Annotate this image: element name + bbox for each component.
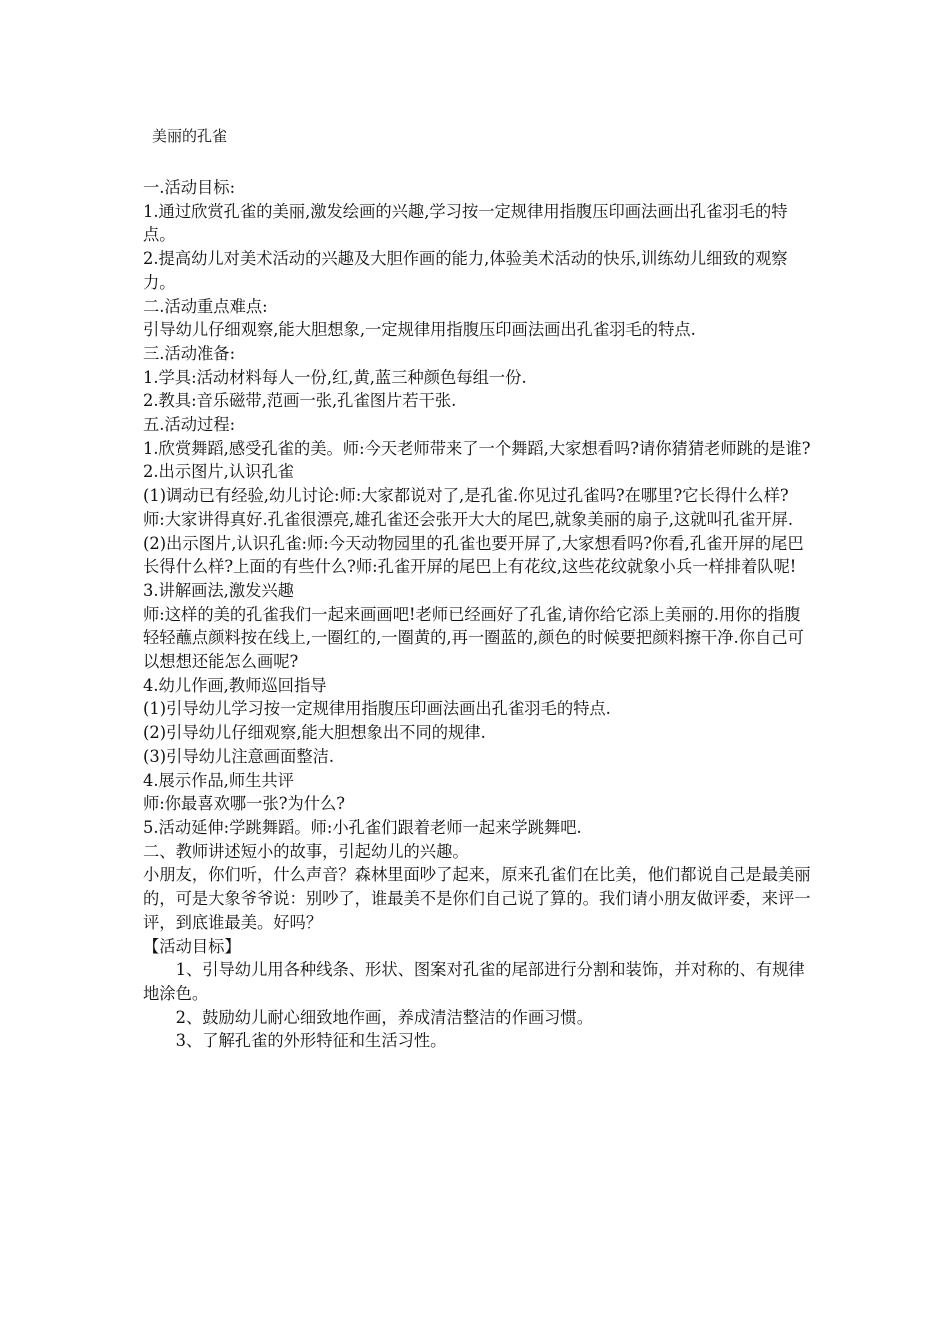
paragraph: 师:你最喜欢哪一张?为什么? xyxy=(143,794,346,814)
paragraph: 2.教具:音乐磁带,范画一张,孔雀图片若干张. xyxy=(143,391,457,411)
paragraph: 二、教师讲述短小的故事，引起幼儿的兴趣。 xyxy=(143,841,469,861)
paragraph: 3.讲解画法,激发兴趣 xyxy=(143,580,294,600)
paragraph: 一.活动目标: xyxy=(143,178,236,197)
paragraph: 引导幼儿仔细观察,能大胆想象,一定规律用指腹压印画法画出孔雀羽毛的特点. xyxy=(143,320,696,340)
paragraph: 师:这样的美的孔雀我们一起来画画吧!老师已经画好了孔雀,请你给它添上美丽的.用你的指腹轻轻蘸点颜料按在线上,一圈红的,一圈黄的,再一圈蓝的,颜色的时候要把颜料擦干净.你自己可以想想还能怎么画呢? xyxy=(143,604,804,672)
paragraph: 1.学具:活动材料每人一份,红,黄,蓝三种颜色每组一份. xyxy=(143,367,527,387)
paragraph: (1)调动已有经验,幼儿讨论:师:大家都说对了,是孔雀.你见过孔雀吗?在哪里?它长得什么样? xyxy=(143,486,789,506)
paragraph: 二.活动重点难点: xyxy=(143,296,268,316)
paragraph: (1)引导幼儿学习按一定规律用指腹压印画法画出孔雀羽毛的特点. xyxy=(143,699,611,719)
paragraph: 三.活动准备: xyxy=(143,343,236,363)
paragraph: (2)出示图片,认识孔雀:师:今天动物园里的孔雀也要开屏了,大家想看吗?你看,孔雀开屏的尾巴长得什么样?上面的有些什么?师:孔雀开屏的尾巴上有花纹,这些花纹就象小兵一样排着队呢! xyxy=(143,533,804,577)
paragraph: 师:大家讲得真好.孔雀很漂亮,雄孔雀还会张开大大的尾巴,就象美丽的扇子,这就叫孔雀开屏. xyxy=(143,509,794,529)
paragraph: 1、引导幼儿用各种线条、形状、图案对孔雀的尾部进行分割和装饰，并对称的、有规律地涂色。 xyxy=(143,960,805,1003)
paragraph: (2)引导幼儿仔细观察,能大胆想象出不同的规律. xyxy=(143,723,486,743)
paragraph: 4.展示作品,师生共评 xyxy=(143,770,294,790)
paragraph: 小朋友，你们听，什么声音？森林里面吵了起来，原来孔雀们在比美，他们都说自己是最美丽的，可是大象爷爷说：别吵了，谁最美不是你们自己说了算的。我们请小朋友做评委，来评一评，到底谁最美。好吗？ xyxy=(143,865,811,932)
paragraph: 3、了解孔雀的外形特征和生活习性。 xyxy=(175,1031,447,1051)
paragraph: 2.提高幼儿对美术活动的兴趣及大胆作画的能力,体验美术活动的快乐,训练幼儿细致的观察力。 xyxy=(143,249,788,292)
paragraph: (3)引导幼儿注意画面整洁. xyxy=(143,746,335,766)
document-title: 美丽的孔雀 xyxy=(152,127,228,145)
paragraph: 1.欣赏舞蹈,感受孔雀的美。师:今天老师带来了一个舞蹈,大家想看吗?请你猜猜老师跳的是谁? xyxy=(143,438,811,458)
paragraph: 2.出示图片,认识孔雀 xyxy=(143,462,294,482)
paragraph: 五.活动过程: xyxy=(143,415,236,435)
document-body xyxy=(143,176,811,1053)
paragraph: 【活动目标】 xyxy=(143,936,241,956)
paragraph: 2、鼓励幼儿耐心细致地作画，养成清洁整洁的作画习惯。 xyxy=(175,1007,593,1027)
paragraph: 5.活动延伸:学跳舞蹈。师:小孔雀们跟着老师一起来学跳舞吧. xyxy=(143,817,582,837)
paragraph: 1.通过欣赏孔雀的美丽,激发绘画的兴趣,学习按一定规律用指腹压印画法画出孔雀羽毛的特点。 xyxy=(143,201,788,245)
paragraph: 4.幼儿作画,教师巡回指导 xyxy=(143,675,327,695)
